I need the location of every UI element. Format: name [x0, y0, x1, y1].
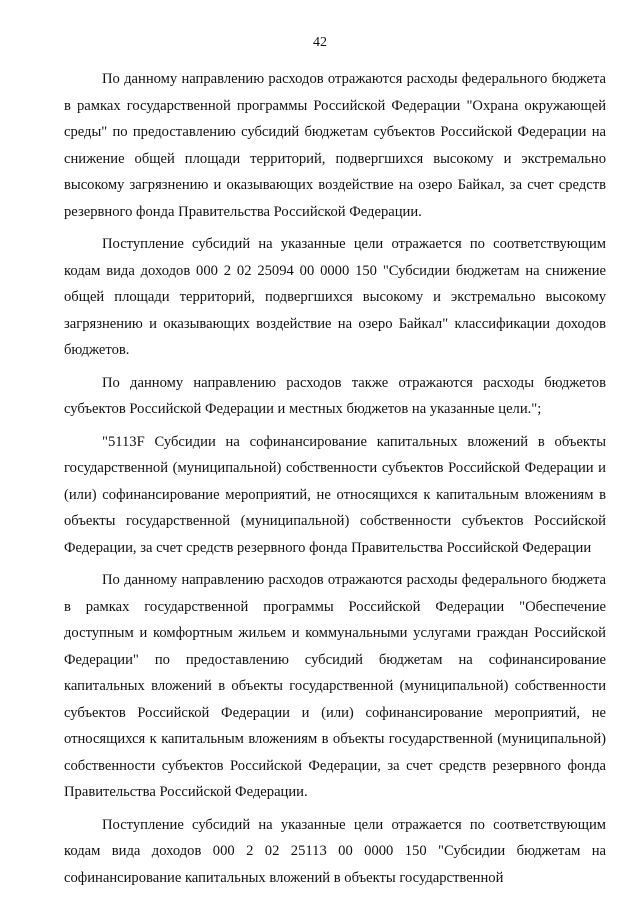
paragraph-baikal-revenue-codes: Поступление субсидий на указанные цели отражается по соответствующим кодам вида доходов 000 2 02 25094 00 0000 150 "Субсидии бюджетам на снижение общей площади территорий, подвергшихся высокому и экстремально высокому загрязнению и оказывающих воздействие на озеро Байкал" классификации доходов бюджетов. — [64, 236, 606, 358]
paragraph-5113-revenue-codes: Поступление субсидий на указанные цели отражается по соответствующим кодам вида доходов 000 2 02 25113 00 0000 150 "Субсидии бюджетам на софинансирование капитальных вложений в объекты государственной — [64, 816, 606, 886]
paragraph-5113f-heading: "5113F Субсидии на софинансирование капитальных вложений в объекты государственной (муниципальной) собственности субъектов Российской Федерации и (или) софинансирование мероприятий, не относящихся к капитальным вложениям в объекты государственной (муниципальной) собственности субъектов Российской Федерации, за счет средств резервного фонда Правительства Российской Федерации — [64, 433, 606, 556]
paragraph-baikal-expenses: По данному направлению расходов отражаются расходы федерального бюджета в рамках государственной программы Российской Федерации "Охрана окружающей среды" по предоставлению субсидий бюджетам субъектов Российской Федерации на снижение общей площади территорий, подвергшихся высокому и экстремально высокому загрязнению и оказывающих воздействие на озеро Байкал, за счет средств резервного фонда Правительства Российской Федерации. — [64, 71, 606, 220]
document-body — [64, 66, 606, 897]
paragraph-regional-budgets: По данному направлению расходов также отражаются расходы бюджетов субъектов Российской Федерации и местных бюджетов на указанные цели."; — [64, 374, 606, 417]
paragraph-housing-expenses: По данному направлению расходов отражаются расходы федерального бюджета в рамках государственной программы Российской Федерации "Обеспечение доступным и комфортным жильем и коммунальными услугами граждан Российской Федерации" по предоставлению субсидий бюджетам на софинансирование капитальных вложений в объекты государственной (муниципальной) собственности субъектов Российской Федерации и (или) софинансирование мероприятий, не относящихся к капитальным вложениям в объекты государственной (муниципальной) собственности субъектов Российской Федерации, за счет средств резервного фонда Правительства Российской Федерации. — [64, 572, 606, 800]
page-number: 42 — [313, 35, 327, 50]
